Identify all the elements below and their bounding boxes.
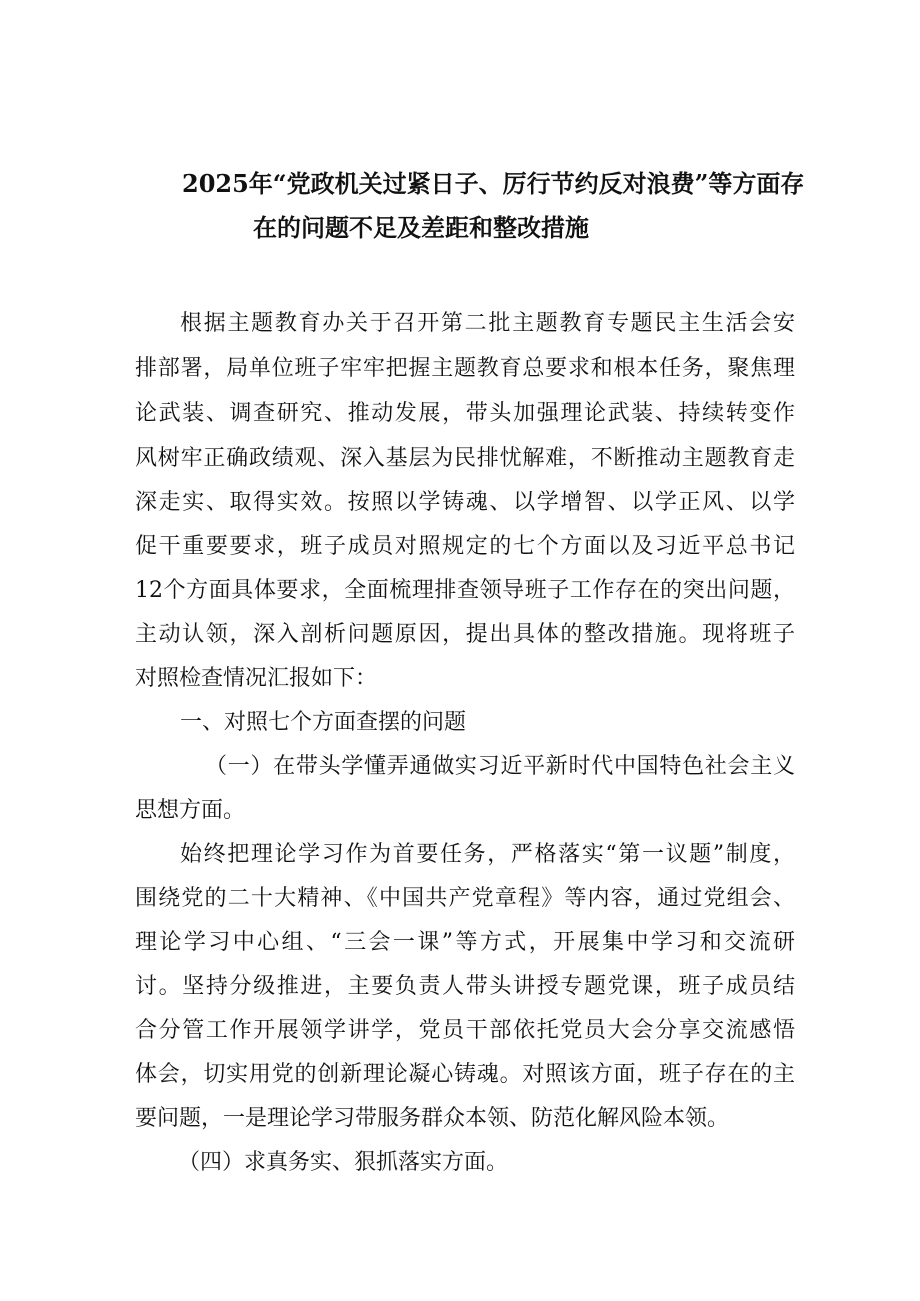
paragraph-line: 排部署，局单位班子牢牢把握主题教育总要求和根本任务，聚焦理 [135, 356, 795, 381]
paragraph-line: 对照检查情况汇报如下： [135, 666, 378, 691]
document-title-line-2: 在的问题不足及差距和整改措施 [253, 213, 589, 242]
paragraph-line: 讨。坚持分级推进，主要负责人带头讲授专题党课，班子成员结 [135, 974, 795, 999]
document-title-line-1: 2025年“党政机关过紧日子、厉行节约反对浪费”等方面存 [182, 169, 805, 198]
paragraph-line: 围绕党的二十大精神、《中国共产党章程》等内容，通过党组会、 [135, 886, 795, 911]
paragraph-line: 论武装、调查研究、推动发展，带头加强理论武装、持续转变作 [135, 401, 795, 426]
section-heading: 一、对照七个方面查摆的问题 [180, 710, 467, 735]
subsection-heading-line: （一）在带头学懂弄通做实习近平新时代中国特色社会主义 [205, 754, 795, 779]
subsection-heading-line: 思想方面。 [135, 798, 246, 823]
paragraph-line: 理论学习中心组、“三会一课”等方式，开展集中学习和交流研 [135, 930, 795, 955]
paragraph-line: 深走实、取得实效。按照以学铸魂、以学增智、以学正风、以学 [135, 490, 795, 515]
subsection-heading: （四）求真务实、狠抓落实方面。 [178, 1150, 509, 1175]
paragraph-line: 风树牢正确政绩观、深入基层为民排忧解难，不断推动主题教育走 [135, 446, 795, 471]
paragraph-line: 主动认领，深入剖析问题原因，提出具体的整改措施。现将班子 [135, 622, 795, 647]
paragraph-line: 始终把理论学习作为首要任务，严格落实“第一议题”制度， [180, 842, 795, 867]
paragraph-line: 根据主题教育办关于召开第二批主题教育专题民主生活会安 [180, 311, 795, 336]
paragraph-line: 促干重要要求，班子成员对照规定的七个方面以及习近平总书记 [135, 534, 795, 559]
paragraph-line: 体会，切实用党的创新理论凝心铸魂。对照该方面，班子存在的主 [135, 1062, 795, 1087]
paragraph-line: 要问题，一是理论学习带服务群众本领、防范化解风险本领。 [135, 1106, 730, 1131]
paragraph-line: 合分管工作开展领学讲学，党员干部依托党员大会分享交流感悟 [135, 1018, 795, 1043]
paragraph-line: 12个方面具体要求，全面梳理排查领导班子工作存在的突出问题， [135, 578, 795, 603]
